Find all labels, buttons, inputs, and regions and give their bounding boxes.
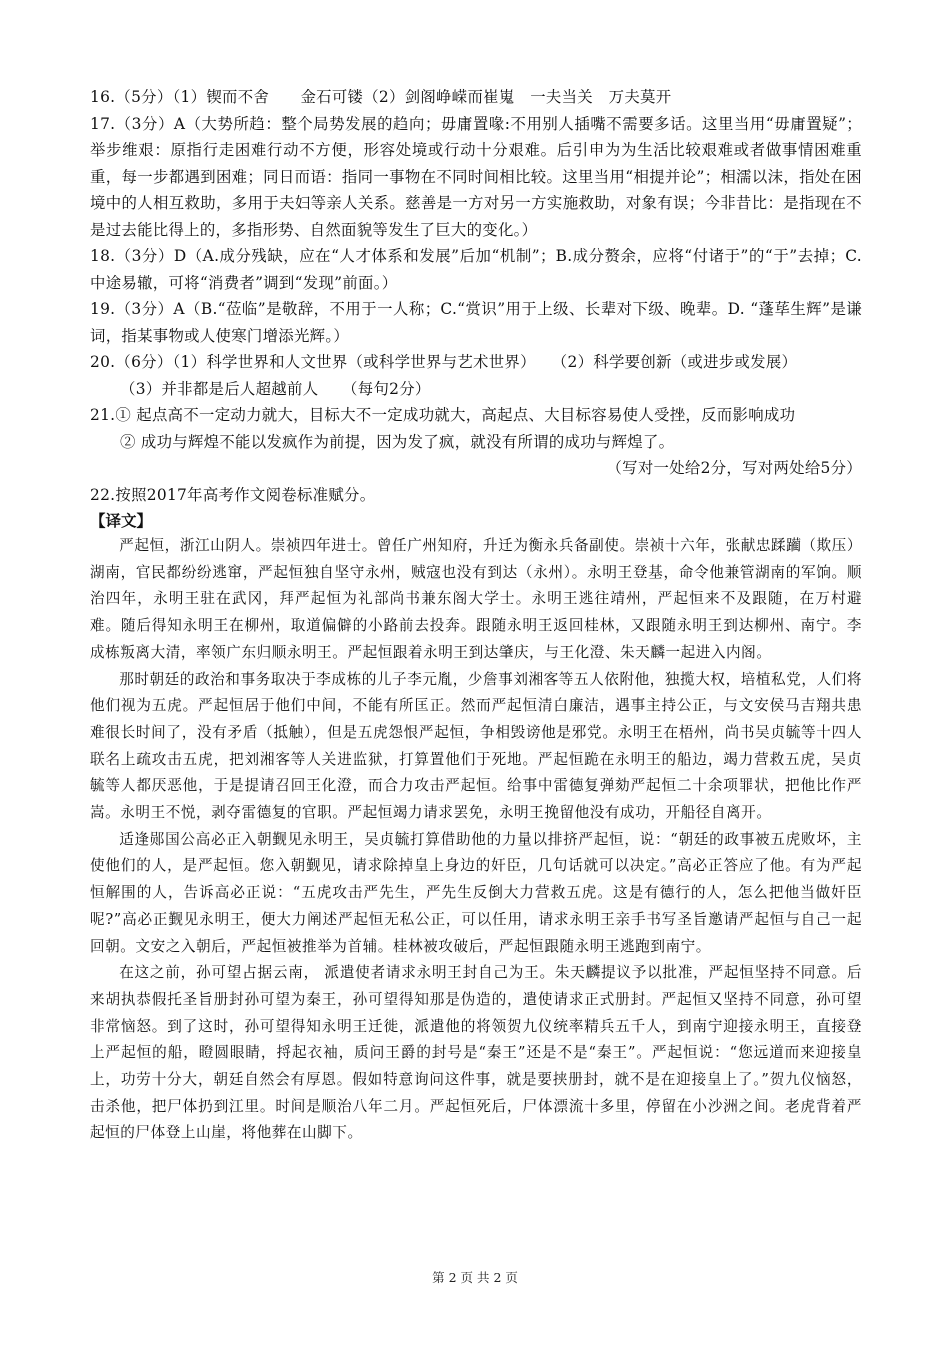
translation-paragraph: 在这之前，孙可望占据云南， 派遣使者请求永明王封自己为王。朱天麟提议予以批准，严起恒坚持不同意。后来胡执恭假托圣旨册封孙可望为秦王，孙可望得知那是伪造的，遣使请求正式册封。严起恒又坚持不同意，孙可望非常恼怒。到了这时，孙可望得知永明王迁徙，派遣他的将领贺九仪统率精兵五千人，到南宁迎接永明王，直接登上严起恒的船，瞪圆眼睛，捋起衣袖，质问王爵的封号是“秦王”还是不是“秦王”。严起恒说：“您远道而来迎接皇上，功劳十分大，朝廷自然会有厚恩。假如特意询问这件事，就是要挟册封，就不是在迎接皇上了。”贺九仪恼怒，击杀他，把尸体扔到江里。时间是顺治八年二月。严起恒死后，尸体漂流十多里，停留在小沙洲之间。老虎背着严起恒的尸体登上山崖，将他葬在山脚下。 (90, 964, 862, 1142)
answer-page (90, 84, 862, 1147)
answer-text: （3分）D（A.成分残缺，应在“人才体系和发展”后加“机制”；B.成分赘余，应将“付诸于”的“于”去掉；C.中途易辙，可将“消费者”调到“发现”前面。） (90, 247, 862, 292)
translation-paragraph: 严起恒，浙江山阴人。崇祯四年进士。曾任广州知府，升迁为衡永兵备副使。崇祯十六年，张献忠蹂躏（欺压）湖南，官民都纷纷逃窜，严起恒独自坚守永州，贼寇也没有到达（永州）。永明王登基，命令他兼管湖南的军饷。顺治四年，永明王驻在武冈，拜严起恒为礼部尚书兼东阁大学士。永明王逃往靖州，严起恒来不及跟随，在万村避难。随后得知永明王在柳州，取道偏僻的小路前去投奔。跟随永明王返回桂林，又跟随永明王到达柳州、南宁。李成栋叛离大清，率领广东归顺永明王。严起恒跟着永明王到达肇庆，与王化澄、朱天麟一起进入内阁。 (90, 537, 862, 661)
answer-20-line1: 20.（6分）（1）科学世界和人文世界（或科学世界与艺术世界） （2）科学要创新（或进步或发展） (90, 353, 798, 371)
answer-21-scoring: （写对一处给2分，写对两处给5分） (606, 459, 862, 477)
translation-paragraph: 那时朝廷的政治和事务取决于李成栋的儿子李元胤，少詹事刘湘客等五人依附他，独揽大权，培植私党，人们将他们视为五虎。严起恒居于他们中间，不能有所匡正。然而严起恒清白廉洁，遇事主持公正，与文安侯马吉翔共患难很长时间了，没有矛盾（抵触），但是五虎怨恨严起恒，争相毁谤他是邪党。永明王在梧州，尚书吴贞毓等十四人联名上疏攻击五虎，把刘湘客等人关进监狱，打算置他们于死地。严起恒跪在永明王的船边，竭力营救五虎，吴贞毓等人都厌恶他，于是提请召回王化澄，而合力攻击严起恒。给事中雷德复弹劾严起恒二十余项罪状，把他比作严嵩。永明王不悦，剥夺雷德复的官职。严起恒竭力请求罢免，永明王挽留他没有成功，开船径自离开。 (90, 670, 862, 822)
translation-header: 【译文】 (90, 511, 153, 530)
translation-section (90, 533, 862, 1147)
answer-22: 22.按照2017年高考作文阅卷标准赋分。 (90, 485, 376, 504)
answer-21-line2: ② 成功与辉煌不能以发疯作为前提，因为发了疯，就没有所谓的成功与辉煌了。 (120, 432, 675, 451)
answer-number: 19. (90, 300, 116, 318)
answer-text: （5分）（1）锲而不舍 金石可镂（2）剑阁峥嵘而崔嵬 一夫当关 万夫莫开 (115, 88, 672, 106)
answer-text: （3分）A（大势所趋：整个局势发展的趋向；毋庸置喙:不用别人插嘴不需要多话。这里当用“毋庸置疑”；举步维艰：原指行走困难行动不方便，形容处境或行动十分艰难。后引申为为生活比较艰难或者做事情困难重重，每一步都遇到困难；同日而语：指同一事物在不同时间相比较。这里当用“相提并论”；相濡以沫，指处在困境中的人相互救助，多用于夫妇等亲人关系。慈善是一方对另一方实施救助，对象有误；今非昔比：是指现在不是过去能比得上的，多指形势、自然面貌等发生了巨大的变化。） (90, 114, 862, 239)
answer-text: （3分）A（B.“莅临”是敬辞，不用于一人称；C.“赏识”用于上级、长辈对下级、晚辈。D. “蓬荜生辉”是谦词，指某事物或人使寒门增添光辉。） (90, 300, 862, 345)
answer-21-line1: 21.① 起点高不一定动力就大，目标大不一定成功就大，高起点、大目标容易使人受挫，反而影响成功 (90, 406, 796, 424)
answer-number: 17. (90, 114, 116, 133)
answer-section (90, 84, 862, 508)
answer-number: 18. (90, 247, 116, 265)
answer-17 (90, 111, 862, 244)
translation-paragraph: 适逢郧国公高必正入朝觐见永明王，吴贞毓打算借助他的力量以排挤严起恒，说：“朝廷的政事被五虎败坏，主使他们的人，是严起恒。您入朝觐见，请求除掉皇上身边的奸臣，几句话就可以决定。”高必正答应了他。有为严起恒解围的人，告诉高必正说：“五虎攻击严先生，严先生反倒大力营救五虎。这是有德行的人，怎么把他当做奸臣呢?”高必正觐见永明王，便大力阐述严起恒无私公正，可以任用，请求永明王亲手书写圣旨邀请严起恒与自己一起回朝。文安之入朝后，严起恒被推举为首辅。桂林被攻破后，严起恒跟随永明王逃跑到南宁。 (90, 830, 862, 955)
answer-number: 16. (90, 88, 116, 106)
answer-20-line2: （3）并非都是后人超越前人 （每句2分） (120, 379, 431, 398)
answer-19 (90, 296, 862, 349)
answer-18 (90, 243, 862, 296)
page-footer: 第 2 页 共 2 页 (432, 1270, 518, 1285)
answer-16 (90, 84, 862, 111)
